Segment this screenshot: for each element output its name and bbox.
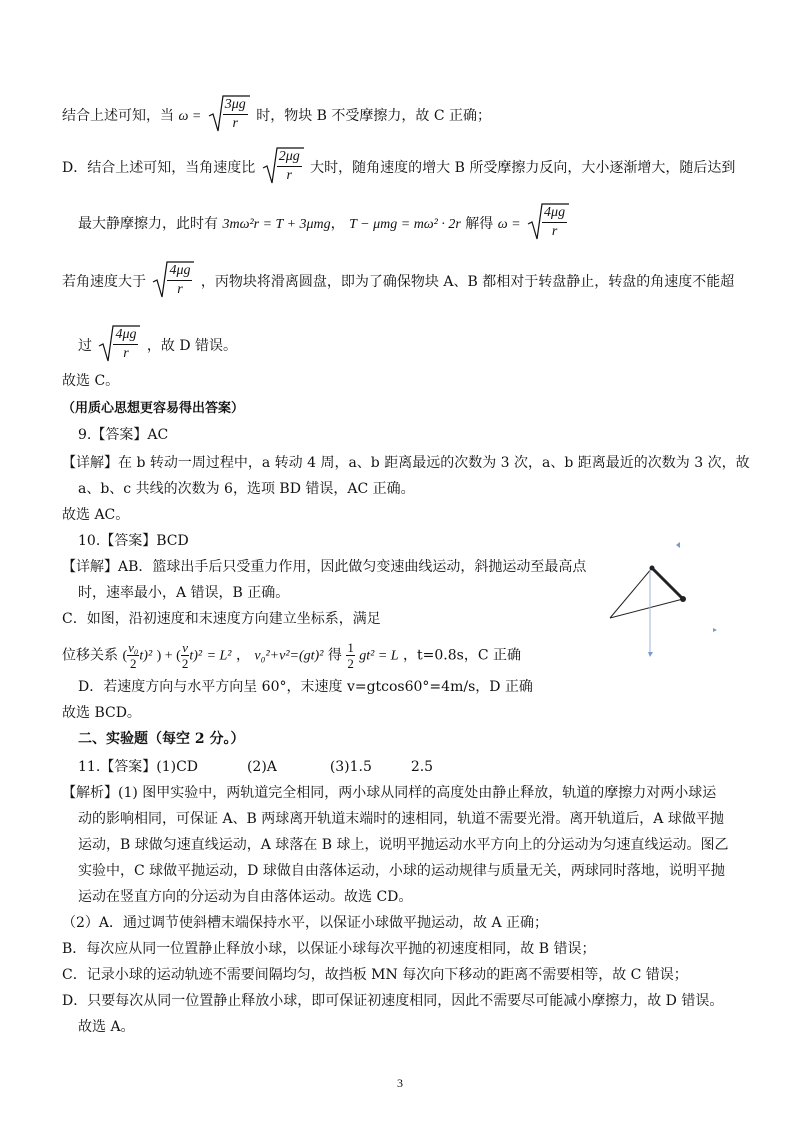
line-2: D．结合上述可知，当角速度比 $\frac{2\mu g}{r}$ 大时，随角速度的增大 B 所受摩擦力反向，大小逐渐增大，随后达到	[62, 148, 735, 188]
section-2-heading: 二、实验题（每空 2 分。）	[78, 731, 245, 747]
q9-detail-1: 【详解】在 b 转动一周过程中，a 转动 4 周，a、b 距离最远的次数为 3 次，a、b 距离最近的次数为 3 次，故	[62, 455, 750, 471]
q11-analysis-4: 实验中，C 球做平抛运动，D 球做自由落体运动，小球的运动规律与质量无关，两球同时落地，说明平抛	[78, 863, 725, 879]
sqrt-2ug-over-r: $\frac{2\mu g}{r}$	[262, 146, 304, 186]
q10-displacement-relation: 位移关系 ( $\frac{\text{v₀}}{2}$ t)² ) + ( $\frac{v}{2}$ t)² = L² ， v₀²+v²=(gt)² 得 $\frac{1}{2}$ gt² = L ，t=0.8s，C 正确	[62, 640, 522, 671]
line-5: 过 $\frac{4\mu g}{r}$ ，故 D 错误。	[78, 326, 237, 366]
q10-detail-2: 时，速率最小，A 错误，B 正确。	[78, 585, 290, 601]
q11-analysis-5: 运动在竖直方向的分运动为自由落体运动。故选 CD。	[78, 889, 413, 905]
q11-part-2-a: （2）A．通过调节使斜槽末端保持水平，以保证小球做平抛运动，故 A 正确；	[62, 915, 549, 931]
conclusion-c: 故选 C。	[62, 373, 120, 389]
q11-analysis-2: 动的影响相同，可保证 A、B 两球离开轨道末端时的速相同，轨道不需要光滑。离开轨道后，A 球做平抛	[78, 811, 724, 827]
q10-answer: 10.【答案】BCD	[78, 533, 189, 549]
line-1: 结合上述可知，当 ω = $\frac{3\mu g}{r}$ 时，物块 B 不受摩擦力，故 C 正确；	[62, 96, 491, 136]
q11-part-2-b: B．每次应从同一位置静止释放小球，以保证小球每次平抛的初速度相同，故 B 错误；	[62, 941, 596, 957]
q11-analysis-1: 【解析】(1) 图甲实验中，两轨道完全相同，两小球从同样的高度处由静止释放，轨道的摩擦力对两小球运	[62, 785, 717, 801]
q10-detail-3: C．如图，沿初速度和末速度方向建立坐标系，满足	[62, 611, 381, 627]
line-3: 最大静摩擦力，此时有 3mω²r = T + 3μmg， T − μmg = mω² · 2r 解得 ω = $\frac{4\mu g}{r}$	[78, 204, 571, 244]
sqrt-4ug-over-r: $\frac{4\mu g}{r}$	[98, 324, 140, 364]
q9-detail-2: a、b、c 共线的次数为 6，选项 BD 错误，AC 正确。	[78, 481, 415, 497]
q10-detail-5: D．若速度方向与水平方向呈 60°，末速度 v=gtcos60°=4m/s，D 正确	[78, 679, 533, 695]
q11-answer: 11.【答案】(1)CD (2)A (3)1.5 2.5	[78, 759, 434, 775]
q9-conclusion: 故选 AC。	[62, 507, 130, 523]
omega-equals: ω =	[178, 109, 202, 124]
line-4: 若角速度大于 $\frac{4\mu g}{r}$ ，丙物块将滑离圆盘，即为了确保物块 A、B 都相对于转盘静止，转盘的角速度不能超	[62, 262, 734, 302]
q11-part-2-d: D．只要每次从同一位置静止释放小球，即可保证初速度相同，因此不需要尽可能减小摩擦力，故 D 错误。	[62, 993, 724, 1009]
projectile-diagram	[600, 538, 740, 668]
q11-analysis-3: 运动，B 球做匀速直线运动，A 球落在 B 球上，说明平抛运动水平方向上的分运动为匀速直线运动。图乙	[78, 837, 729, 853]
sqrt-4ug-over-r: $\frac{4\mu g}{r}$	[152, 260, 194, 300]
q11-part-2-c: C．记录小球的运动轨迹不需要间隔均匀，故挡板 MN 每次向下移动的距离不需要相等，故 C 错误；	[62, 967, 688, 983]
note-center-of-mass: （用质心思想更容易得出答案）	[62, 401, 245, 416]
sqrt-4ug-over-r: $\frac{4\mu g}{r}$	[527, 202, 569, 242]
page-number: 3	[397, 1076, 403, 1090]
q10-detail-1: 【详解】AB．篮球出手后只受重力作用，因此做匀变速曲线运动，斜抛运动至最高点	[62, 559, 587, 575]
q10-conclusion: 故选 BCD。	[62, 705, 141, 721]
sqrt-3ug-over-r: $\frac{3\mu g}{r}$	[208, 94, 250, 134]
q9-answer: 9.【答案】AC	[78, 427, 169, 443]
q11-conclusion: 故选 A。	[78, 1019, 135, 1035]
